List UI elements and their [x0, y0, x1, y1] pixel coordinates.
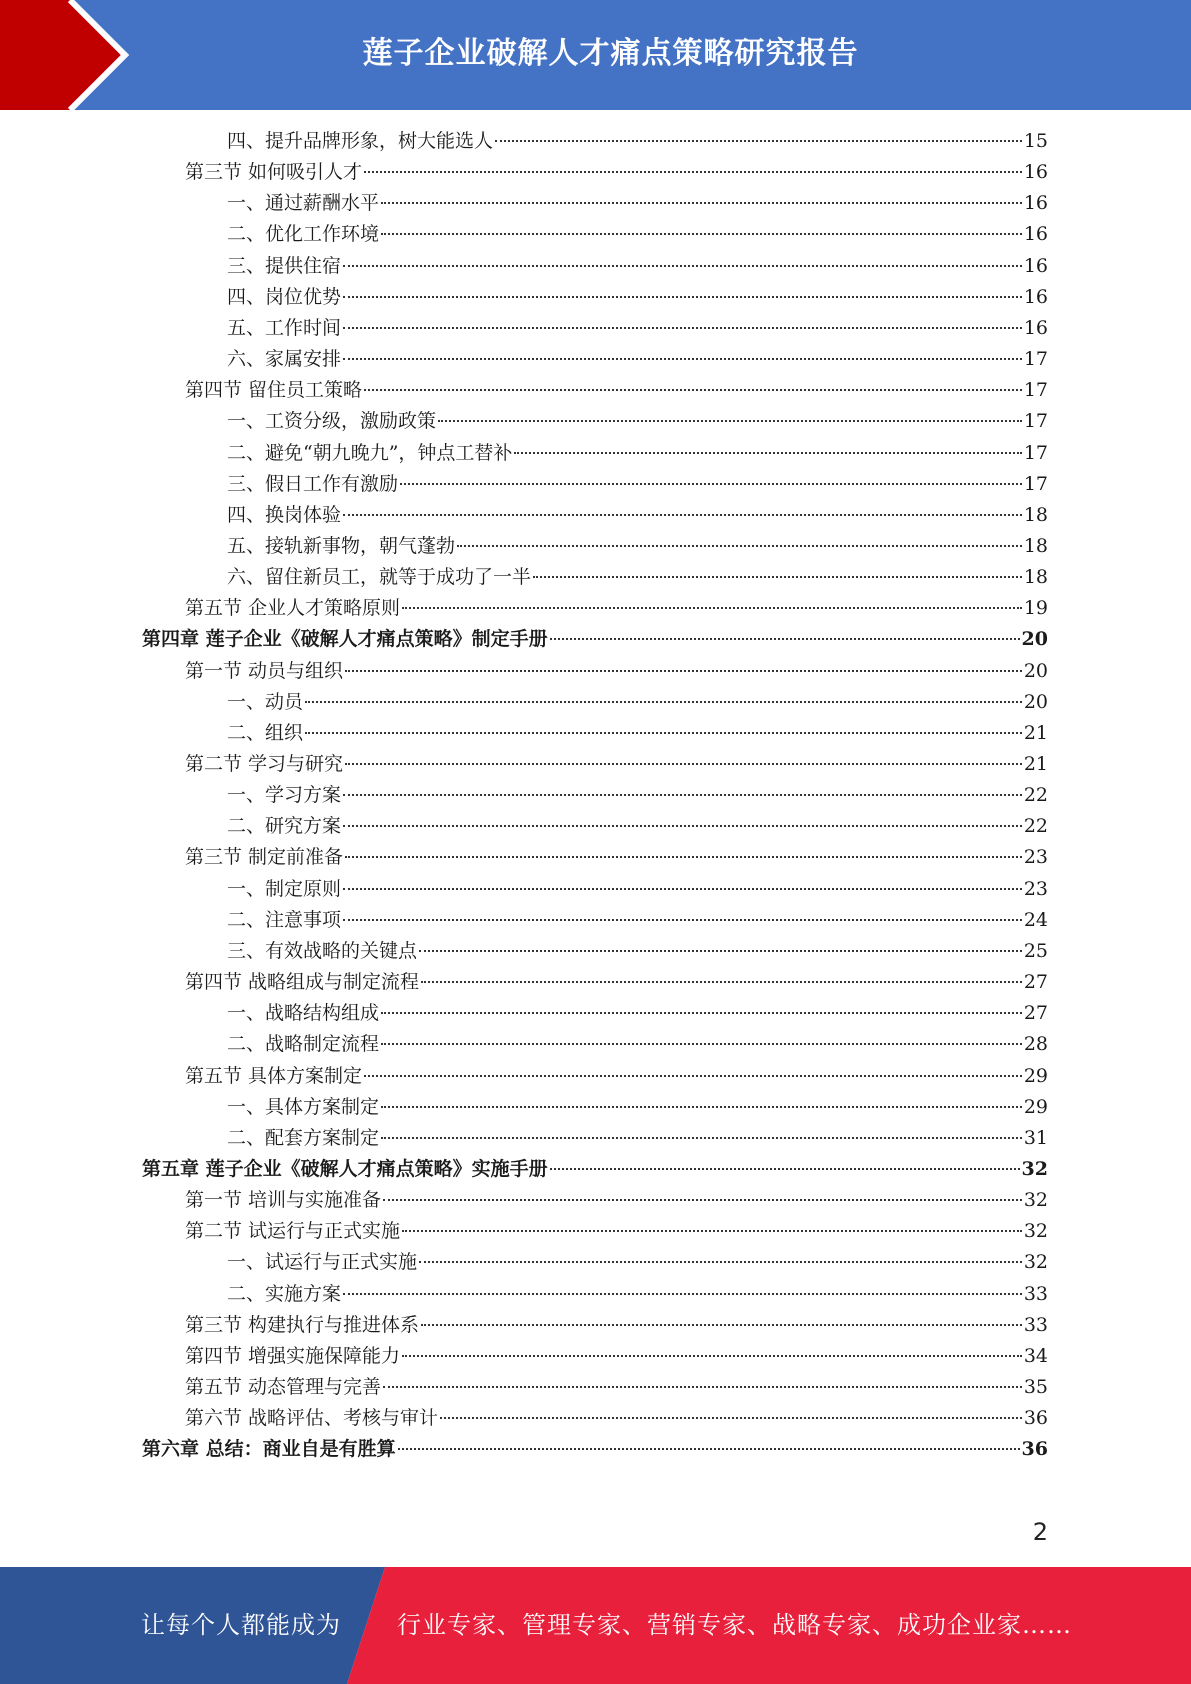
toc-dot-leader — [402, 1230, 1022, 1232]
toc-entry-title: 三、有效战略的关键点 — [227, 939, 418, 962]
toc-entry[interactable] — [227, 718, 1048, 749]
toc-entry-page-number: 32 — [1023, 1251, 1048, 1274]
toc-dot-leader — [343, 825, 1022, 827]
toc-dot-leader — [381, 1043, 1022, 1045]
toc-entry-page-number: 25 — [1023, 939, 1048, 962]
toc-entry[interactable] — [185, 157, 1048, 188]
toc-entry[interactable] — [185, 1185, 1048, 1216]
toc-entry-page-number: 27 — [1023, 971, 1048, 994]
toc-dot-leader — [400, 483, 1022, 485]
toc-dot-leader — [381, 1137, 1022, 1139]
toc-entry[interactable] — [227, 811, 1048, 842]
toc-dot-leader — [343, 919, 1022, 921]
toc-entry-title: 第四节 增强实施保障能力 — [185, 1344, 401, 1367]
toc-entry[interactable] — [227, 936, 1048, 967]
toc-entry-page-number: 28 — [1023, 1033, 1048, 1056]
toc-entry-title: 四、岗位优势 — [227, 285, 342, 308]
toc-entry-title: 第五节 动态管理与完善 — [185, 1376, 382, 1398]
toc-entry-title: 三、提供住宿 — [227, 254, 342, 277]
toc-entry-title: 四、提升品牌形象，树大能选人 — [227, 130, 494, 152]
toc-dot-leader — [343, 794, 1022, 796]
toc-dot-leader — [495, 140, 1022, 142]
toc-entry-page-number: 17 — [1023, 410, 1048, 433]
toc-dot-leader — [440, 1417, 1022, 1419]
toc-entry[interactable] — [227, 219, 1048, 250]
toc-entry[interactable] — [227, 469, 1048, 500]
toc-entry-page-number: 32 — [1023, 1189, 1048, 1212]
toc-entry[interactable] — [227, 438, 1048, 469]
toc-entry-title: 二、组织 — [227, 721, 304, 744]
toc-entry-title: 一、学习方案 — [227, 784, 342, 807]
toc-dot-leader — [343, 514, 1022, 516]
toc-entry-page-number: 16 — [1023, 285, 1048, 308]
toc-entry[interactable] — [227, 905, 1048, 936]
toc-entry-page-number: 23 — [1023, 846, 1048, 869]
toc-entry[interactable] — [185, 656, 1048, 687]
report-title: 莲子企业破解人才痛点策略研究报告 — [362, 36, 859, 71]
toc-dot-leader — [381, 202, 1022, 204]
toc-entry-page-number: 23 — [1023, 877, 1048, 900]
toc-entry-page-number: 29 — [1023, 1064, 1048, 1087]
toc-entry-title: 五、工作时间 — [227, 316, 342, 339]
toc-entry[interactable] — [227, 1279, 1048, 1310]
toc-dot-leader — [383, 1199, 1022, 1201]
toc-dot-leader — [421, 1324, 1022, 1326]
toc-entry-title: 一、试运行与正式实施 — [227, 1251, 418, 1274]
toc-entry[interactable] — [227, 313, 1048, 344]
toc-entry-page-number: 22 — [1023, 784, 1048, 807]
toc-entry-title: 一、动员 — [227, 690, 304, 713]
toc-dot-leader — [514, 452, 1021, 454]
toc-dot-leader — [381, 233, 1022, 235]
toc-entry-page-number: 16 — [1023, 316, 1048, 339]
toc-entry-title: 第二节 试运行与正式实施 — [185, 1220, 401, 1243]
toc-entry[interactable] — [142, 624, 1048, 655]
toc-entry[interactable] — [185, 593, 1048, 624]
toc-entry[interactable] — [185, 1061, 1048, 1092]
toc-entry-title: 二、战略制定流程 — [227, 1033, 380, 1056]
page-header — [0, 0, 1191, 110]
toc-entry[interactable] — [185, 1216, 1048, 1247]
toc-entry-title: 第六章 总结：商业自是有胜算 — [142, 1438, 396, 1461]
toc-entry[interactable] — [227, 998, 1048, 1029]
toc-entry-page-number: 17 — [1023, 379, 1048, 402]
toc-entry-title: 第三节 构建执行与推进体系 — [185, 1313, 420, 1336]
toc-entry-page-number: 21 — [1023, 721, 1048, 744]
toc-dot-leader — [381, 1012, 1022, 1014]
toc-entry[interactable] — [185, 842, 1048, 873]
toc-entry[interactable] — [185, 1341, 1048, 1372]
toc-entry-title: 第一节 培训与实施准备 — [185, 1189, 382, 1212]
toc-entry-title: 三、假日工作有激励 — [227, 472, 399, 495]
toc-entry-title: 六、留住新员工，就等于成功了一半 — [227, 566, 532, 589]
toc-entry-page-number: 31 — [1023, 1126, 1048, 1149]
toc-dot-leader — [550, 638, 1020, 640]
toc-entry[interactable] — [227, 282, 1048, 313]
toc-dot-leader — [438, 420, 1022, 422]
toc-entry-title: 第一节 动员与组织 — [185, 659, 344, 682]
toc-entry[interactable] — [227, 1247, 1048, 1278]
toc-entry[interactable] — [227, 562, 1048, 593]
toc-dot-leader — [364, 1075, 1022, 1077]
toc-entry-page-number: 33 — [1023, 1282, 1048, 1305]
toc-entry-title: 第五节 具体方案制定 — [185, 1064, 363, 1087]
toc-entry-title: 六、家属安排 — [227, 348, 342, 371]
toc-entry-title: 第四节 战略组成与制定流程 — [185, 971, 420, 994]
toc-entry-title: 二、优化工作环境 — [227, 223, 380, 246]
toc-entry-title: 二、研究方案 — [227, 815, 342, 838]
toc-entry[interactable] — [227, 251, 1048, 282]
toc-entry-page-number: 36 — [1021, 1438, 1048, 1461]
toc-entry[interactable] — [185, 1372, 1048, 1403]
toc-entry-page-number: 16 — [1023, 161, 1048, 184]
toc-entry-page-number: 34 — [1023, 1344, 1048, 1367]
toc-entry-page-number: 17 — [1023, 348, 1048, 371]
toc-entry-title: 第四章 莲子企业《破解人才痛点策略》制定手册 — [142, 628, 548, 651]
toc-entry[interactable] — [227, 1123, 1048, 1154]
toc-entry-page-number: 18 — [1023, 566, 1048, 589]
toc-entry[interactable] — [227, 687, 1048, 718]
toc-dot-leader — [402, 1355, 1022, 1357]
toc-entry[interactable] — [185, 1403, 1048, 1434]
toc-entry-page-number: 33 — [1023, 1313, 1048, 1336]
toc-entry[interactable] — [227, 188, 1048, 219]
toc-entry-page-number: 18 — [1023, 503, 1048, 526]
toc-entry-title: 第二节 学习与研究 — [185, 753, 344, 775]
toc-entry-page-number: 21 — [1023, 753, 1048, 775]
toc-entry-title: 第六节 战略评估、考核与审计 — [185, 1407, 439, 1430]
toc-entry-title: 四、换岗体验 — [227, 503, 342, 526]
toc-entry-title: 第五节 企业人才策略原则 — [185, 597, 401, 620]
toc-dot-leader — [419, 950, 1022, 952]
toc-dot-leader — [398, 1448, 1020, 1450]
toc-entry[interactable] — [185, 967, 1048, 998]
toc-dot-leader — [364, 389, 1022, 391]
toc-dot-leader — [457, 545, 1022, 547]
toc-entry-page-number: 16 — [1023, 223, 1048, 246]
toc-entry-title: 二、注意事项 — [227, 908, 342, 931]
toc-dot-leader — [364, 171, 1022, 173]
toc-entry[interactable] — [227, 126, 1048, 157]
toc-entry-title: 二、配套方案制定 — [227, 1126, 380, 1149]
toc-entry-page-number: 27 — [1023, 1002, 1048, 1025]
toc-dot-leader — [533, 576, 1022, 578]
toc-entry-page-number: 18 — [1023, 534, 1048, 557]
toc-dot-leader — [345, 670, 1022, 672]
toc-entry-page-number: 32 — [1021, 1157, 1048, 1180]
toc-dot-leader — [550, 1168, 1020, 1170]
toc-dot-leader — [421, 981, 1022, 983]
toc-dot-leader — [343, 358, 1022, 360]
toc-entry[interactable] — [227, 780, 1048, 811]
toc-entry-title: 第四节 留住员工策略 — [185, 379, 363, 402]
toc-entry-title: 二、避免“朝九晚九”，钟点工替补 — [227, 441, 513, 464]
toc-dot-leader — [383, 1386, 1022, 1388]
toc-dot-leader — [345, 763, 1022, 765]
toc-entry-page-number: 32 — [1023, 1220, 1048, 1243]
toc-entry-page-number: 29 — [1023, 1095, 1048, 1118]
toc-dot-leader — [343, 327, 1022, 329]
toc-entry-title: 二、实施方案 — [227, 1282, 342, 1305]
toc-entry[interactable] — [185, 749, 1048, 780]
footer-slogan-left: 让每个人都能成为 — [141, 1611, 341, 1639]
toc-entry[interactable] — [227, 500, 1048, 531]
toc-entry[interactable] — [227, 1029, 1048, 1060]
toc-entry-title: 第五章 莲子企业《破解人才痛点策略》实施手册 — [142, 1157, 548, 1180]
toc-entry-title: 第三节 如何吸引人才 — [185, 161, 363, 184]
toc-entry[interactable] — [227, 874, 1048, 905]
toc-entry[interactable] — [227, 344, 1048, 375]
toc-dot-leader — [381, 1106, 1022, 1108]
toc-entry-page-number: 24 — [1023, 908, 1048, 931]
toc-entry-page-number: 15 — [1023, 130, 1048, 152]
toc-entry-title: 五、接轨新事物，朝气蓬勃 — [227, 534, 456, 557]
toc-entry-title: 第三节 制定前准备 — [185, 846, 344, 869]
toc-dot-leader — [305, 732, 1022, 734]
toc-entry-page-number: 20 — [1023, 690, 1048, 713]
footer-slogan-right: 行业专家、管理专家、营销专家、战略专家、成功企业家…… — [397, 1611, 1072, 1639]
toc-dot-leader — [402, 607, 1022, 609]
toc-entry-page-number: 35 — [1023, 1376, 1048, 1398]
toc-entry[interactable] — [185, 1310, 1048, 1341]
toc-entry[interactable] — [227, 531, 1048, 562]
toc-dot-leader — [343, 888, 1022, 890]
page-footer — [0, 1567, 1191, 1684]
toc-entry-page-number: 36 — [1023, 1407, 1048, 1430]
toc-entry[interactable] — [227, 406, 1048, 437]
toc-dot-leader — [345, 856, 1022, 858]
toc-entry-page-number: 19 — [1023, 597, 1048, 620]
toc-entry[interactable] — [227, 1092, 1048, 1123]
toc-dot-leader — [419, 1261, 1022, 1263]
toc-entry-page-number: 17 — [1023, 472, 1048, 495]
toc-entry-page-number: 17 — [1023, 441, 1048, 464]
toc-entry-title: 一、制定原则 — [227, 877, 342, 900]
toc-entry[interactable] — [185, 375, 1048, 406]
toc-entry-title: 一、战略结构组成 — [227, 1002, 380, 1025]
toc-entry-title: 一、工资分级，激励政策 — [227, 410, 437, 433]
toc-entry-title: 一、通过薪酬水平 — [227, 192, 380, 215]
toc-dot-leader — [343, 1293, 1022, 1295]
toc-entry-title: 一、具体方案制定 — [227, 1095, 380, 1118]
toc-dot-leader — [343, 265, 1022, 267]
page-number: 2 — [1032, 1518, 1048, 1546]
toc-entry-page-number: 22 — [1023, 815, 1048, 838]
toc-entry[interactable] — [142, 1154, 1048, 1185]
toc-entry-page-number: 20 — [1023, 659, 1048, 682]
toc-entry-page-number: 20 — [1021, 628, 1048, 651]
toc-dot-leader — [305, 701, 1022, 703]
toc-entry-page-number: 16 — [1023, 254, 1048, 277]
toc-entry-page-number: 16 — [1023, 192, 1048, 215]
toc-entry[interactable] — [142, 1434, 1048, 1465]
toc-dot-leader — [343, 296, 1022, 298]
